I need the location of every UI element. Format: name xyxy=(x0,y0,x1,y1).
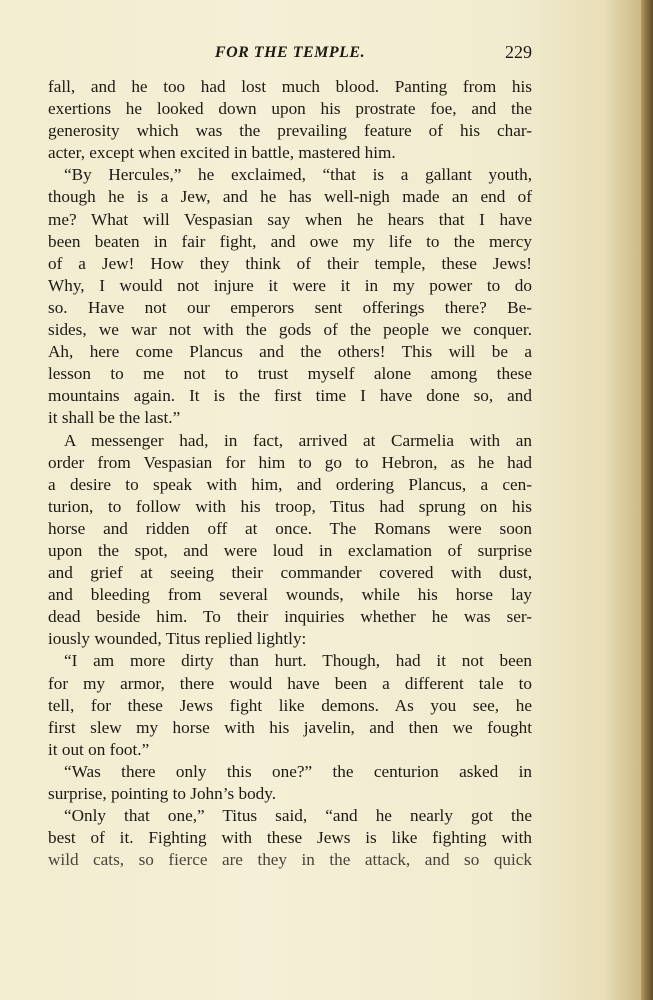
text-line: A messenger had, in fact, arrived at Carmelia with an xyxy=(64,430,532,450)
text-line: dead beside him. To their inquiries whether he was ser- xyxy=(48,607,532,627)
body-text xyxy=(48,76,532,871)
text-line: of a Jew! How they think of their temple, these Jews! xyxy=(48,253,532,273)
text-line: it out on foot.” xyxy=(48,739,150,759)
text-line: “Was there only this one?” the centurion asked in xyxy=(64,761,532,781)
text-line: “Only that one,” Titus said, “and he nearly got the xyxy=(64,806,532,826)
text-line: generosity which was the prevailing feature of his char- xyxy=(48,121,532,141)
page-number: 229 xyxy=(505,42,532,62)
text-line: horse and ridden off at once. The Romans were soon xyxy=(48,518,532,538)
text-line: first slew my horse with his javelin, and then we fought xyxy=(48,717,532,737)
text-line: best of it. Fighting with these Jews is like fighting with xyxy=(48,828,532,848)
text-line: sides, we war not with the gods of the people we conquer. xyxy=(48,320,532,340)
text-line: it shall be the last.” xyxy=(48,408,181,428)
text-line: me? What will Vespasian say when he hears that I have xyxy=(48,209,532,229)
text-line: Ah, here come Plancus and the others! This will be a xyxy=(48,342,532,362)
text-line: “By Hercules,” he exclaimed, “that is a gallant youth, xyxy=(64,165,532,185)
text-line: exertions he looked down upon his prostrate foe, and the xyxy=(48,99,532,119)
text-line: upon the spot, and were loud in exclamation of surprise xyxy=(48,540,532,560)
text-line: for my armor, there would have been a different tale to xyxy=(48,673,532,693)
text-line: surprise, pointing to John’s body. xyxy=(48,784,277,803)
page-header xyxy=(48,44,532,68)
text-line: wild cats, so fierce are they in the attack, and so quick xyxy=(48,850,532,870)
text-line: Why, I would not injure it were it in my power to do xyxy=(48,275,532,295)
text-line: iously wounded, Titus replied lightly: xyxy=(48,629,307,649)
text-line: though he is a Jew, and he has well-nigh made an end of xyxy=(48,187,532,207)
book-spine-edge xyxy=(641,0,653,1000)
text-line: a desire to speak with him, and ordering Plancus, a cen- xyxy=(48,474,532,494)
text-line: mountains again. It is the first time I have done so, and xyxy=(48,386,532,406)
text-line: tell, for these Jews fight like demons. As you see, he xyxy=(48,695,532,715)
text-line: and grief at seeing their commander covered with dust, xyxy=(48,563,532,583)
text-line: order from Vespasian for him to go to Hebron, as he had xyxy=(48,452,532,472)
text-line: acter, except when excited in battle, mastered him. xyxy=(48,143,396,163)
text-line: fall, and he too had lost much blood. Panting from his xyxy=(48,77,532,96)
text-line: been beaten in fair fight, and owe my life to the mercy xyxy=(48,231,532,251)
text-line: so. Have not our emperors sent offerings there? Be- xyxy=(48,297,532,317)
text-line: turion, to follow with his troop, Titus had sprung on his xyxy=(48,496,532,516)
text-line: and bleeding from several wounds, while his horse lay xyxy=(48,585,532,605)
running-title: FOR THE TEMPLE. xyxy=(214,44,366,61)
text-line: lesson to me not to trust myself alone among these xyxy=(48,364,532,384)
text-line: “I am more dirty than hurt. Though, had it not been xyxy=(64,651,532,671)
